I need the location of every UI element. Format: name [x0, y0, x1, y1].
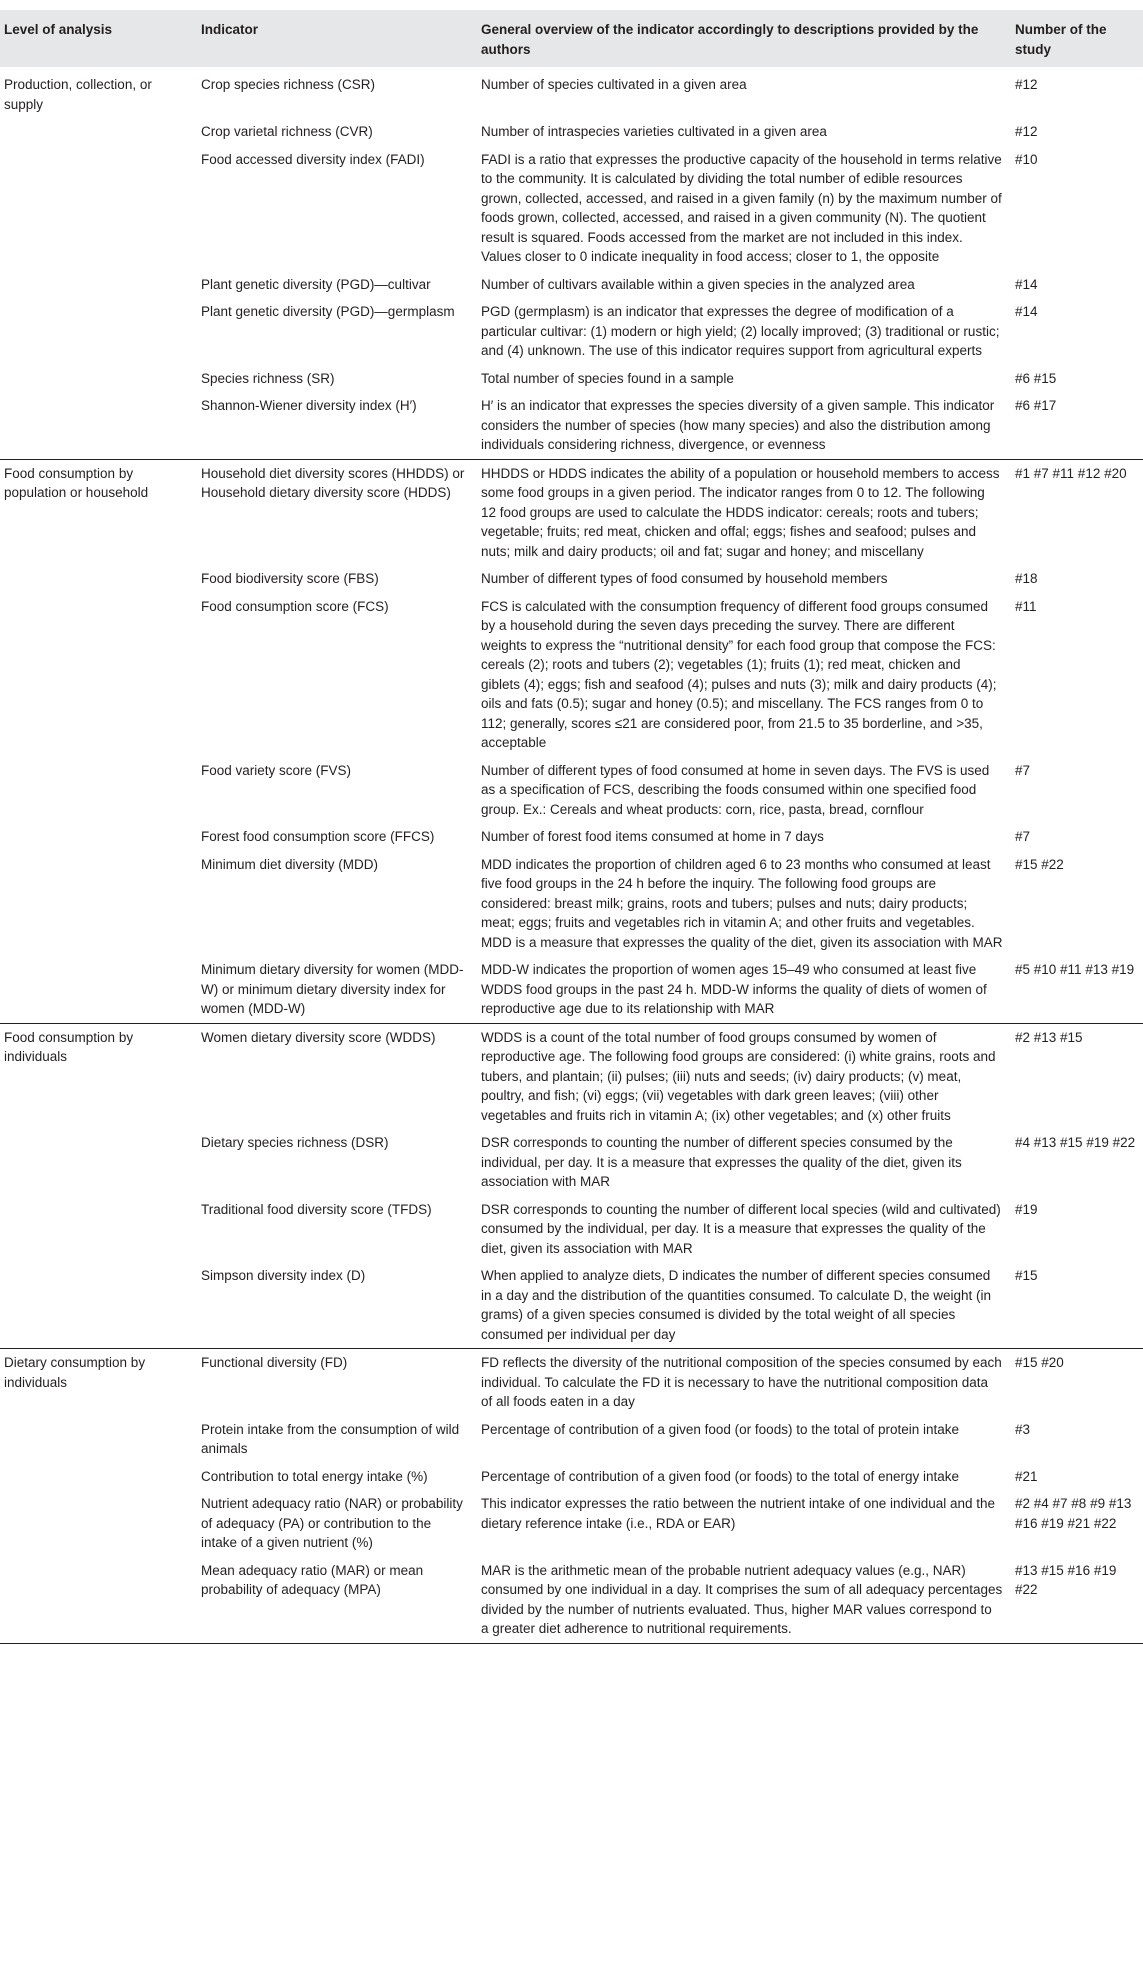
cell-overview: When applied to analyze diets, D indicates the number of different species consumed in a day and the distribution of the quantities consumed. To calculate D, the weight (in grams) of a given species consumed is divided by the total weight of all species consumed per individual per day — [481, 1268, 992, 1342]
cell-study: #14 — [1015, 304, 1038, 319]
cell-study: #4 #13 #15 #19 #22 — [1015, 1135, 1136, 1150]
cell-level — [0, 298, 195, 365]
cell-study: #12 — [1015, 77, 1038, 92]
cell-level: Dietary consumption by individuals — [0, 1349, 195, 1416]
cell-study: #7 — [1015, 762, 1031, 778]
cell-overview: FCS is calculated with the consumption frequency of different food groups consumed by a household during the seven days preceding the survey. There are different weights to express the “nutritional density” for each food group that compose the FCS: cereals (2); roots and tubers (2); vegetables (1); fruits (1); red meat, chicken and giblets (4); eggs; fish and seafood (4); pulses and nuts (3); milk and dairy products (4); oils and fats (0.5); sugar and honey (0.5); and miscellany. The FCS ranges from 0 to 112; generally, scores ≤21 are considered poor, from 21.5 to 35 borderline, and >35, acceptable — [481, 598, 997, 750]
table-row — [0, 1196, 1143, 1263]
table-row — [0, 146, 1143, 271]
table-row — [0, 565, 1143, 593]
cell-overview: MAR is the arithmetic mean of the probable nutrient adequacy values (e.g., NAR) consumed by one individual in a day. It comprises the sum of all adequacy percentages divided by the number of nutrients evaluated. Thus, higher MAR values correspond to a greater diet adherence to nutritional requirements. — [475, 1557, 1009, 1644]
header-level: Level of analysis — [0, 10, 195, 67]
cell-overview: Percentage of contribution of a given food (or foods) to the total of energy intake — [481, 1468, 960, 1484]
table-row — [0, 1023, 1143, 1129]
cell-indicator: Dietary species richness (DSR) — [201, 1135, 389, 1150]
cell-level: Production, collection, or supply — [4, 77, 152, 112]
cell-study: #5 #10 #11 #13 #19 — [1015, 962, 1135, 977]
cell-level — [0, 1196, 195, 1263]
table-row — [0, 1349, 1143, 1416]
table-header — [0, 10, 1143, 67]
cell-study: #2 #4 #7 #8 #9 #13 #16 #19 #21 #22 — [1015, 1496, 1132, 1531]
cell-study: #6 #15 — [1015, 370, 1057, 386]
cell-indicator: Minimum diet diversity (MDD) — [201, 856, 379, 872]
indicator-table — [0, 10, 1143, 1644]
cell-study: #11 — [1015, 598, 1037, 614]
cell-overview: MDD-W indicates the proportion of women ages 15–49 who consumed at least five WDDS food groups in the past 24 h. MDD-W informs the quality of diets of women of reproductive age due to its relationship with MAR — [481, 962, 987, 1016]
cell-level — [0, 146, 195, 271]
cell-indicator: Crop species richness (CSR) — [201, 77, 376, 92]
table-row — [0, 757, 1143, 824]
cell-level — [0, 392, 195, 459]
cell-indicator: Crop varietal richness (CVR) — [201, 124, 373, 139]
header-study: Number of the study — [1009, 10, 1143, 67]
cell-study: #3 — [1015, 1421, 1031, 1437]
cell-overview: This indicator expresses the ratio between the nutrient intake of one individual and the dietary reference intake (i.e., RDA or EAR) — [481, 1496, 996, 1531]
cell-level — [0, 956, 195, 1023]
cell-study: #14 — [1015, 276, 1038, 292]
cell-level — [0, 1416, 195, 1463]
cell-level — [0, 271, 195, 299]
header-indicator: Indicator — [195, 10, 475, 67]
cell-overview: WDDS is a count of the total number of food groups consumed by women of reproductive age. The following food groups are considered: (i) white grains, roots and tubers, and plantain; (ii) pulses; (iii) nuts and seeds; (iv) dairy products; (v) meat, poultry, and fish; (vi) eggs; (vii) vegetables with dark green leaves; (viii) other vegetables and fruits rich in vitamin A; (ix) other vegetables; and (x) other fruits — [475, 1023, 1009, 1129]
cell-level: Food consumption by population or household — [0, 459, 195, 565]
cell-overview: MDD indicates the proportion of children aged 6 to 23 months who consumed at least five food groups in the 24 h before the inquiry. The following food groups are considered: breast milk; grains, roots and tubers; pulses and nuts; dairy products; meat; eggs; fruits and vegetables rich in vitamin A; and other fruits and vegetables. MDD is a measure that expresses the quality of the diet, given its association with MAR — [481, 856, 1003, 950]
cell-indicator: Food consumption score (FCS) — [201, 598, 389, 614]
cell-study: #18 — [1015, 571, 1038, 586]
table-row — [0, 392, 1143, 459]
cell-study: #21 — [1015, 1468, 1038, 1484]
cell-study: #15 #22 — [1015, 856, 1064, 872]
cell-indicator: Protein intake from the consumption of wild animals — [201, 1421, 460, 1456]
table-row — [0, 593, 1143, 757]
cell-overview: FADI is a ratio that expresses the productive capacity of the household in terms relative to the community. It is calculated by dividing the total number of edible resources grown, collected, accessed, and raised in a given family (n) by the maximum number of foods grown, collected, accessed, and raised in a given community (N). The quotient result is squared. Foods accessed from the market are not included in this index. Values closer to 0 indicate inequality in food access; closer to 1, the opposite — [481, 151, 1002, 264]
cell-level — [0, 1557, 195, 1644]
cell-level — [0, 851, 195, 957]
table-row — [0, 851, 1143, 957]
cell-overview: DSR corresponds to counting the number of different species consumed by the individual, per day. It is a measure that expresses the quality of the diet, given its association with MAR — [481, 1135, 962, 1189]
table-row — [0, 823, 1143, 851]
table-row — [0, 1557, 1143, 1644]
cell-indicator: Plant genetic diversity (PGD)—germplasm — [201, 304, 455, 319]
cell-indicator: Shannon-Wiener diversity index (H′) — [201, 398, 417, 413]
table-row — [0, 1490, 1143, 1557]
table-row — [0, 271, 1143, 299]
cell-study: #2 #13 #15 — [1009, 1023, 1143, 1129]
table-row — [0, 67, 1143, 118]
cell-study: #19 — [1015, 1201, 1038, 1217]
cell-level — [0, 593, 195, 757]
cell-overview: Number of forest food items consumed at home in 7 days — [481, 829, 824, 844]
cell-indicator: Food accessed diversity index (FADI) — [201, 151, 425, 167]
cell-level — [0, 823, 195, 851]
cell-study: #12 — [1015, 124, 1038, 139]
cell-indicator: Contribution to total energy intake (%) — [201, 1468, 428, 1484]
cell-indicator: Household diet diversity scores (HHDDS) or Household dietary diversity score (HDDS) — [195, 459, 475, 565]
cell-indicator: Mean adequacy ratio (MAR) or mean probability of adequacy (MPA) — [195, 1557, 475, 1644]
cell-overview: Number of different types of food consumed at home in seven days. The FVS is used as a specification of FCS, describing the foods consumed within one specified food group. Ex.: Cereals and wheat products: corn, rice, pasta, bread, cornflour — [481, 762, 990, 817]
cell-overview: PGD (germplasm) is an indicator that expresses the degree of modification of a particular cultivar: (1) modern or high yield; (2) locally improved; (3) traditional or rustic; and (4) unknown. The use of this indicator requires support from agricultural experts — [481, 304, 1000, 358]
cell-overview: Number of species cultivated in a given area — [481, 77, 747, 92]
cell-overview: Percentage of contribution of a given food (or foods) to the total of protein intake — [481, 1421, 960, 1437]
cell-overview: DSR corresponds to counting the number of different local species (wild and cultivated) consumed by the individual, per day. It is a measure that expresses the quality of the diet, given its association with MAR — [481, 1201, 1001, 1256]
cell-level: Food consumption by individuals — [0, 1023, 195, 1129]
cell-indicator: Forest food consumption score (FFCS) — [201, 829, 435, 844]
header-row — [0, 10, 1143, 67]
cell-study: #15 — [1015, 1268, 1038, 1283]
table-row — [0, 1416, 1143, 1463]
cell-overview: Number of different types of food consumed by household members — [481, 571, 888, 586]
cell-indicator: Minimum dietary diversity for women (MDD-W) or minimum dietary diversity index for women (MDD-W) — [201, 962, 464, 1016]
cell-level — [0, 1262, 195, 1349]
cell-level — [0, 565, 195, 593]
cell-study: #10 — [1015, 151, 1038, 167]
cell-level — [0, 1129, 195, 1196]
cell-indicator: Women dietary diversity score (WDDS) — [195, 1023, 475, 1129]
cell-level — [0, 365, 195, 393]
cell-level — [0, 1463, 195, 1491]
table-row — [0, 365, 1143, 393]
cell-study: #1 #7 #11 #12 #20 — [1009, 459, 1143, 565]
cell-level — [0, 757, 195, 824]
table-row — [0, 118, 1143, 146]
table-row — [0, 459, 1143, 565]
cell-overview: Number of intraspecies varieties cultivated in a given area — [481, 124, 827, 139]
table-row — [0, 298, 1143, 365]
cell-indicator: Species richness (SR) — [201, 370, 335, 386]
table-row — [0, 1129, 1143, 1196]
header-overview: General overview of the indicator accordingly to descriptions provided by the authors — [475, 10, 1009, 67]
table-body — [0, 67, 1143, 1643]
cell-overview: HHDDS or HDDS indicates the ability of a population or household members to access some food groups in a given period. The indicator ranges from 0 to 12. The following 12 food groups are used to calculate the HDDS indicator: cereals; roots and tubers; vegetable; fruits; red meat, chicken and offal; eggs; fishes and seafood; pulses and nuts; milk and dairy products; oil and fat; sugar and honey; and miscellany — [475, 459, 1009, 565]
cell-indicator: Functional diversity (FD) — [195, 1349, 475, 1416]
cell-study: #6 #17 — [1015, 398, 1057, 413]
table-row — [0, 1262, 1143, 1349]
cell-level — [0, 118, 195, 146]
cell-study: #15 #20 — [1009, 1349, 1143, 1416]
cell-indicator: Plant genetic diversity (PGD)—cultivar — [201, 276, 431, 292]
cell-indicator: Food variety score (FVS) — [201, 762, 352, 778]
table-row — [0, 956, 1143, 1023]
cell-level — [0, 1490, 195, 1557]
cell-overview: Number of cultivars available within a given species in the analyzed area — [481, 276, 915, 292]
table-row — [0, 1463, 1143, 1491]
cell-study: #13 #15 #16 #19 #22 — [1009, 1557, 1143, 1644]
cell-indicator: Nutrient adequacy ratio (NAR) or probability of adequacy (PA) or contribution to the intake of a given nutrient (%) — [201, 1496, 463, 1550]
cell-indicator: Simpson diversity index (D) — [201, 1268, 366, 1283]
cell-overview: FD reflects the diversity of the nutritional composition of the species consumed by each individual. To calculate the FD it is necessary to have the nutritional composition data of all foods eaten in a day — [475, 1349, 1009, 1416]
cell-overview: H′ is an indicator that expresses the species diversity of a given sample. This indicator considers the number of species (how many species) and also the distribution among individuals considering richness, divergence, or evenness — [481, 398, 995, 452]
cell-overview: Total number of species found in a sample — [481, 370, 734, 386]
cell-study: #7 — [1015, 829, 1031, 844]
cell-indicator: Food biodiversity score (FBS) — [201, 571, 379, 586]
cell-indicator: Traditional food diversity score (TFDS) — [201, 1201, 432, 1217]
